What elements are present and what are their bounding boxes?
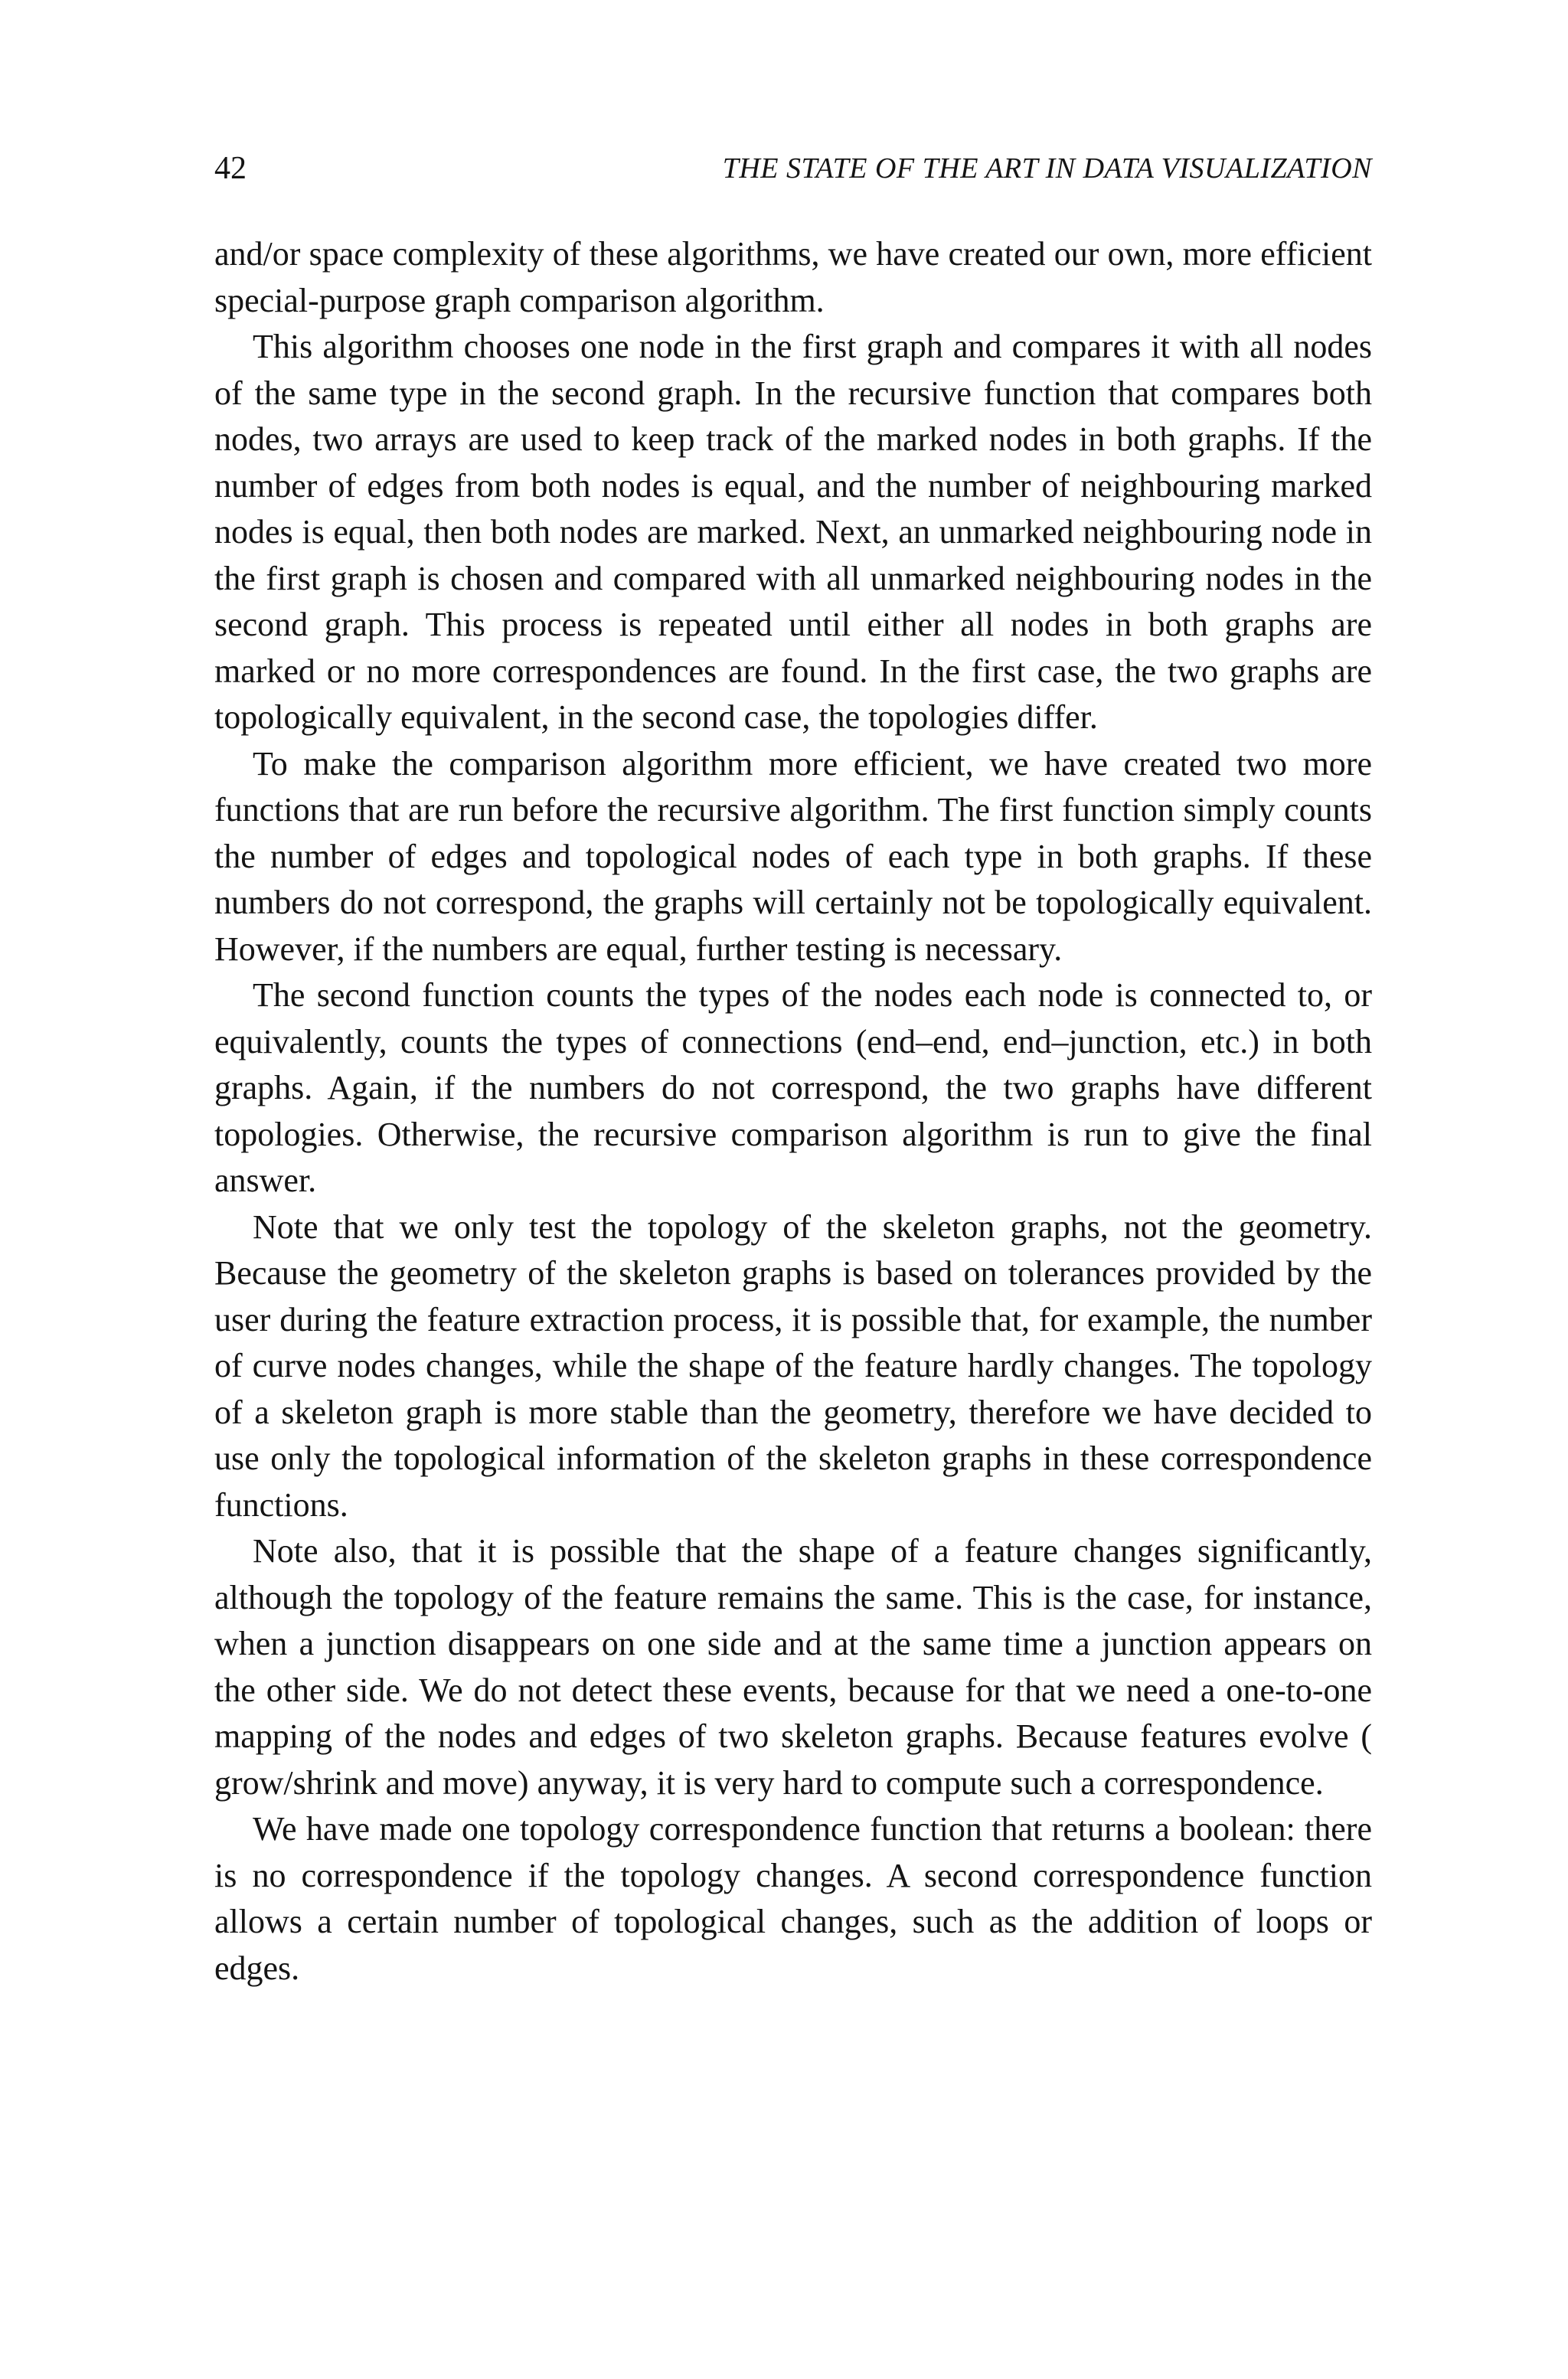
body-text xyxy=(214,231,1372,1992)
paragraph: Note that we only test the topology of the skeleton graphs, not the geometry. Because the geometry of the skeleton graphs is based on tolerances provided by the user during the feature extraction process, it is possible that, for example, the number of curve nodes changes, while the shape of the feature hardly changes. The topology of a skeleton graph is more stable than the geometry, therefore we have decided to use only the topological information of the skeleton graphs in these correspondence functions. xyxy=(214,1207,1372,1524)
page-number: 42 xyxy=(214,151,247,186)
paragraph: Note also, that it is possible that the shape of a feature changes significantly, although the topology of the feature remains the same. This is the case, for instance, when a junction disappears on one side and at the same time a junction appears on the other side. We do not detect these events, because for that we need a one-to-one mapping of the nodes and edges of two skeleton graphs. Because features evolve ( grow/shrink and move) anyway, it is very hard to compute such a correspondence. xyxy=(214,1532,1372,1802)
paragraph: The second function counts the types of the nodes each node is connected to, or equivalently, counts the types of connections (end–end, end–junction, etc.) in both graphs. Again, if the numbers do not correspond, the two graphs have different topologies. Otherwise, the recursive comparison algorithm is run to give the final answer. xyxy=(214,976,1372,1199)
running-head xyxy=(214,145,1372,191)
paragraph: This algorithm chooses one node in the first graph and compares it with all nodes of the same type in the second graph. In the recursive function that compares both nodes, two arrays are used to keep track of the marked nodes in both graphs. If the number of edges from both nodes is equal, and the number of neighbouring marked nodes is equal, then both nodes are marked. Next, an unmarked neighbouring node in the first graph is chosen and compared with all unmarked neighbouring nodes in the second graph. This process is repeated until either all nodes in both graphs are marked or no more correspondences are found. In the first case, the two graphs are topologically equivalent, in the second case, the topologies differ. xyxy=(214,328,1372,736)
paragraph: To make the comparison algorithm more efficient, we have created two more functions that are run before the recursive algorithm. The first function simply counts the number of edges and topological nodes of each type in both graphs. If these numbers do not correspond, the graphs will certainly not be topologically equivalent. However, if the numbers are equal, further testing is necessary. xyxy=(214,744,1372,968)
running-title: THE STATE OF THE ART IN DATA VISUALIZATION xyxy=(722,152,1372,185)
paragraph: and/or space complexity of these algorithms, we have created our own, more efficient special-purpose graph comparison algorithm. xyxy=(214,235,1372,319)
paragraph: We have made one topology correspondence function that returns a boolean: there is no correspondence if the topology changes. A second correspondence function allows a certain number of topological changes, such as the addition of loops or edges. xyxy=(214,1810,1372,1987)
